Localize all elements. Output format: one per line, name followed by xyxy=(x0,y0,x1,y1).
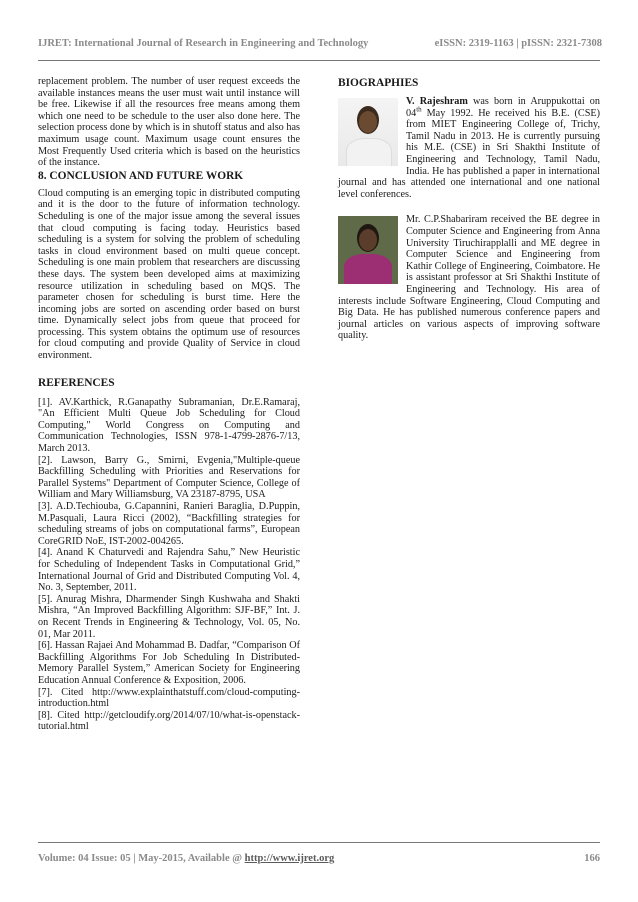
intro-paragraph: replacement problem. The number of user request exceeds the available instances means the user must wait until instance will be free. Likewise if all the resources free means among them which one need to be schedule to the user also done here. The selection process done by which is in shutoff status and also has maximum usage count. Maximum usage count ensures the Most Frequently Used criteria which is based on the heuristics of the instance. xyxy=(38,76,300,169)
reference-item: [4]. Anand K Chaturvedi and Rajendra Sahu,” New Heuristic for Scheduling of Independent Tasks in Computational Grid,” International Journal of Grid and Distributed Computing Vol. 4, No. 3, September, 2011. xyxy=(38,547,300,594)
reference-item: [2]. Lawson, Barry G., Smirni, Evgenia,"Multiple-queue Backfilling Scheduling with Priorities and Reservations for Parallel Systems" Department of Computer Science, College of William and Mary Williamsburg, VA 23187-8795, USA xyxy=(38,454,300,501)
footer-volume: Volume: 04 Issue: 05 | May-2015, Available @ http://www.ijret.org xyxy=(38,853,335,864)
author-photo-2 xyxy=(338,216,398,284)
header-rule xyxy=(38,60,600,61)
journal-link[interactable]: http://www.ijret.org xyxy=(244,853,335,864)
footer-rule xyxy=(38,842,600,843)
journal-title: IJRET: International Journal of Research in Engineering and Technology xyxy=(38,38,369,49)
issn: eISSN: 2319-1163 | pISSN: 2321-7308 xyxy=(434,38,602,49)
page-number: 166 xyxy=(584,853,600,864)
left-column xyxy=(38,76,300,733)
reference-item: [1]. AV.Karthick, R.Ganapathy Subramanian, Dr.E.Ramaraj, "An Efficient Multi Queue Job Scheduling for Cloud Computing," World Congress on Computing and Communication Technologies, ISSN 978-1-4799-2876-7/13, March 2013. xyxy=(38,396,300,455)
biography-2 xyxy=(338,214,600,342)
running-header xyxy=(38,38,602,49)
conclusion-heading: 8. CONCLUSION AND FUTURE WORK xyxy=(38,169,244,182)
reference-item: [5]. Anurag Mishra, Dharmender Singh Kushwaha and Shakti Mishra, “An Improved Backfilling Algorithm: SJF-BF,” Int. J. on Recent Trends in Engineering & Technology, Vol. 05, No. 01, Mar 2011. xyxy=(38,593,300,640)
reference-item: [8]. Cited http://getcloudify.org/2014/07/10/what-is-openstack-tutorial.html xyxy=(38,709,300,733)
running-footer xyxy=(38,853,600,864)
reference-item: [7]. Cited http://www.explainthatstuff.com/cloud-computing-introduction.html xyxy=(38,686,300,710)
right-column xyxy=(338,76,600,342)
reference-item: [3]. A.D.Techiouba, G.Capannini, Ranieri Baraglia, D.Puppin, M.Pasquali, Laura Ricci (2002), “Backfilling strategies for scheduling streams of jobs on computational farms”, European CoreGRID NoE, IST-2002-004265. xyxy=(38,501,300,547)
author-photo-1 xyxy=(338,98,398,166)
biographies-heading: BIOGRAPHIES xyxy=(338,77,419,89)
biography-1 xyxy=(338,96,600,200)
references-heading: REFERENCES xyxy=(38,376,115,389)
biography-2-text: Mr. C.P.Shabariram received the BE degree in Computer Science and Engineering from Anna University Tiruchirapplalli and ME degree in Computer Science and Engineering from Kathir College of Engineering, Coimbatore. He is assistant professor at Sri Shakthi Institute of Engineering and Technology. His area of interests include Software Engineering, Cloud Computing and Big Data. He has published numerous conference papers and journal articles on various aspects of improving software quality. xyxy=(338,214,600,342)
references-list xyxy=(38,397,300,733)
author-name-1: V. Rajeshram xyxy=(406,96,468,107)
biography-1-text: V. Rajeshram was born in Aruppukottai on 04th May 1992. He received his B.E. (CSE) from MIET Engineering College of, Trichy, Tamil Nadu in 2013. He is currently pursuing his M.E. (CSE) in Sri Shakthi Institute of Engineering and Technology, Tamil Nadu, India. He has published a paper in international journal and has attended one international and one national level conferences. xyxy=(338,96,600,200)
conclusion-paragraph: Cloud computing is an emerging topic in distributed computing and it is the door to the future of information technology. Scheduling is one of the major issue among the several issues that cloud computing is facing today. Heuristics based scheduling is a system for solving the problem of scheduling tasks in cloud environment based on multi queue concept. Scheduling is one main problem that researchers are discussing these days. The system been developed aims at maximizing resource utilization in scheduling based on MQS. The parameter chosen for scheduling is burst time. Here the incoming jobs are sorted on ascending order based on burst time. Dynamically select jobs from queue that proceed for processing. This system obtains the optimum use of resources for cloud computing and provide Quality of Service in cloud environment. xyxy=(38,187,300,362)
reference-item: [6]. Hassan Rajaei And Mohammad B. Dadfar, “Comparison Of Backfilling Algorithms For Job Scheduling In Distributed-Memory Parallel System,” American Society for Engineering Education Annual Conference & Exposition, 2006. xyxy=(38,640,300,686)
